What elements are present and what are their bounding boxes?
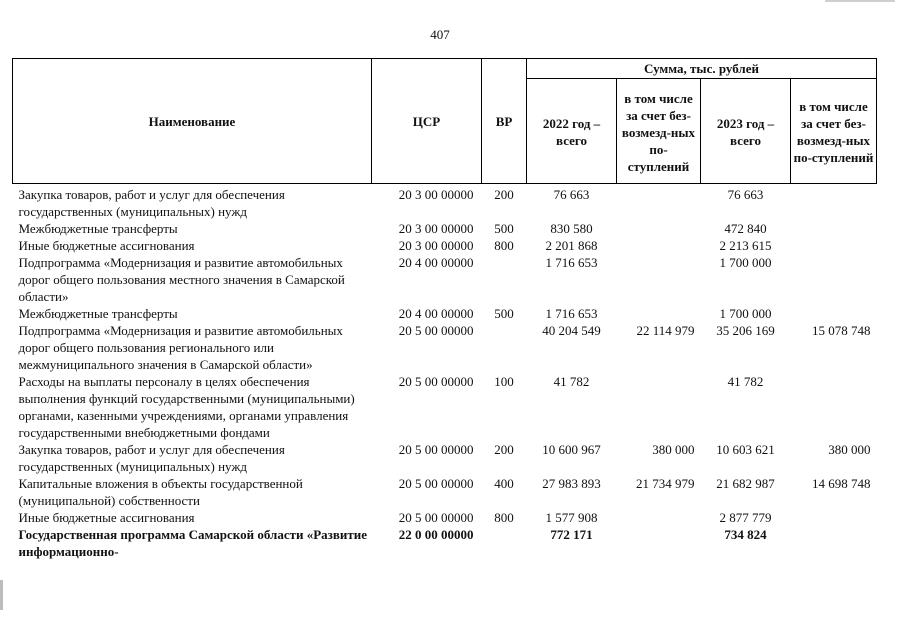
row-2022-total: 2 201 868: [545, 238, 598, 253]
row-2023-incl: [791, 237, 877, 254]
row-csr: 20 3 00 00000: [398, 238, 474, 253]
header-2022-total: 2022 год – всего: [527, 79, 617, 184]
row-2022-total: 76 663: [553, 187, 590, 202]
row-2023-total: 1 700 000: [719, 255, 772, 270]
table-row: [13, 254, 877, 305]
row-2022-incl: [617, 184, 701, 221]
table-row: [13, 526, 877, 560]
row-csr: 20 3 00 00000: [398, 221, 474, 236]
table-row: [13, 237, 877, 254]
header-2023-total: 2023 год – всего: [701, 79, 791, 184]
table-row: [13, 441, 877, 475]
row-2023-incl: [791, 509, 877, 526]
row-2022-incl: [617, 526, 701, 560]
row-2022-total: 27 983 893: [542, 476, 601, 491]
row-2022-total: 772 171: [550, 527, 593, 542]
row-2022-total: 1 716 653: [545, 255, 598, 270]
row-2023-incl: [791, 305, 877, 322]
row-2023-incl: [791, 526, 877, 560]
row-2023-total: 76 663: [727, 187, 764, 202]
page-number: 407: [430, 27, 450, 42]
row-vr: 400: [494, 476, 514, 491]
row-2023-total: 734 824: [724, 527, 767, 542]
row-csr: 20 4 00 00000: [398, 255, 474, 270]
row-2022-total: 1 716 653: [545, 306, 598, 321]
row-vr: [482, 254, 527, 305]
row-csr: 20 5 00 00000: [398, 442, 474, 457]
row-csr: 20 5 00 00000: [398, 323, 474, 338]
row-csr: 20 3 00 00000: [398, 187, 474, 202]
row-2022-incl: 380 000: [652, 442, 695, 457]
row-csr: 22 0 00 00000: [398, 527, 474, 542]
table-body: [13, 184, 877, 561]
table-header: [13, 59, 877, 184]
row-vr: 200: [494, 442, 514, 457]
row-vr: 500: [494, 221, 514, 236]
row-2023-incl: 380 000: [828, 442, 871, 457]
header-vr: ВР: [482, 59, 527, 184]
row-vr: 500: [494, 306, 514, 321]
header-csr: ЦСР: [372, 59, 482, 184]
row-name: Межбюджетные трансферты: [18, 221, 178, 236]
budget-table-container: [12, 58, 876, 560]
table-row: [13, 475, 877, 509]
row-2023-total: 2 877 779: [719, 510, 772, 525]
header-2022-incl: в том числе за счет без-возмезд-ных по-ступлений: [617, 79, 701, 184]
row-vr: 800: [494, 238, 514, 253]
row-2022-incl: [617, 220, 701, 237]
row-csr: 20 4 00 00000: [398, 306, 474, 321]
row-name: Иные бюджетные ассигнования: [18, 238, 195, 253]
row-2023-total: 472 840: [724, 221, 767, 236]
row-csr: 20 5 00 00000: [398, 374, 474, 389]
row-2023-total: 41 782: [727, 374, 764, 389]
row-name: Расходы на выплаты персоналу в целях обеспечения выполнения функций государственными (муниципальными) органами, казенными учреждениями, органами управления государственными внебюджетными фондами: [18, 374, 355, 440]
row-2022-incl: [617, 305, 701, 322]
row-name: Подпрограмма «Модернизация и развитие автомобильных дорог общего пользования регионального или межмуниципального значения в Самарской области»: [18, 323, 343, 372]
row-2023-total: 21 682 987: [716, 476, 775, 491]
row-name: Подпрограмма «Модернизация и развитие автомобильных дорог общего пользования местного значения в Самарской области»: [18, 255, 345, 304]
row-csr: 20 5 00 00000: [398, 510, 474, 525]
row-2022-incl: [617, 509, 701, 526]
header-2023-incl: в том числе за счет без-возмезд-ных по-ступлений: [791, 79, 877, 184]
row-name: Капитальные вложения в объекты государственной (муниципальной) собственности: [18, 476, 303, 508]
row-2022-incl: 21 734 979: [636, 476, 695, 491]
row-2022-total: 830 580: [550, 221, 593, 236]
table-row: [13, 305, 877, 322]
table-row: [13, 220, 877, 237]
row-vr: [482, 526, 527, 560]
row-2022-incl: [617, 237, 701, 254]
row-2022-incl: [617, 254, 701, 305]
scan-artifact-top: [825, 0, 895, 2]
row-name: Государственная программа Самарской области «Развитие информационно-: [18, 527, 368, 559]
budget-table: [12, 58, 877, 560]
row-vr: 800: [494, 510, 514, 525]
row-2023-total: 10 603 621: [716, 442, 775, 457]
scan-artifact-left: [0, 580, 3, 610]
table-row: [13, 322, 877, 373]
row-2022-incl: [617, 373, 701, 441]
row-2023-total: 1 700 000: [719, 306, 772, 321]
row-2022-incl: 22 114 979: [636, 323, 695, 338]
header-sum-group: Сумма, тыс. рублей: [527, 59, 877, 79]
row-csr: 20 5 00 00000: [398, 476, 474, 491]
row-name: Межбюджетные трансферты: [18, 306, 178, 321]
row-name: Закупка товаров, работ и услуг для обеспечения государственных (муниципальных) нужд: [18, 442, 285, 474]
row-2023-incl: [791, 254, 877, 305]
row-2023-incl: [791, 184, 877, 221]
header-name: Наименование: [13, 59, 372, 184]
table-row: [13, 184, 877, 221]
row-2023-incl: [791, 373, 877, 441]
row-name: Закупка товаров, работ и услуг для обеспечения государственных (муниципальных) нужд: [18, 187, 285, 219]
row-2022-total: 41 782: [553, 374, 590, 389]
row-2022-total: 1 577 908: [545, 510, 598, 525]
table-row: [13, 509, 877, 526]
row-2023-total: 35 206 169: [716, 323, 775, 338]
row-name: Иные бюджетные ассигнования: [18, 510, 195, 525]
table-row: [13, 373, 877, 441]
row-2023-incl: 15 078 748: [812, 323, 871, 338]
row-vr: 200: [494, 187, 514, 202]
row-2022-total: 10 600 967: [542, 442, 601, 457]
row-2023-incl: 14 698 748: [812, 476, 871, 491]
row-vr: [482, 322, 527, 373]
row-2022-total: 40 204 549: [542, 323, 601, 338]
row-vr: 100: [494, 374, 514, 389]
row-2023-total: 2 213 615: [719, 238, 772, 253]
row-2023-incl: [791, 220, 877, 237]
